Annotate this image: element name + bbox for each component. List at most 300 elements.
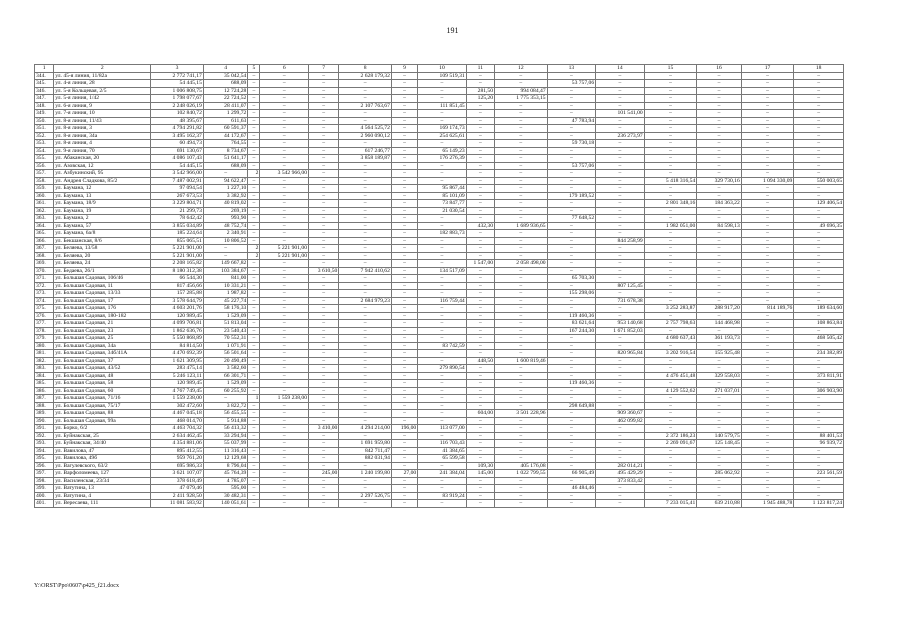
table-cell: 4 086 107,43: [151, 155, 204, 163]
table-cell: 113 077,00: [418, 425, 467, 433]
table-cell: 4 476 451,48: [644, 372, 697, 380]
table-cell: ул. Большая Садовая, 60: [54, 387, 151, 395]
table-cell: 2: [248, 245, 260, 253]
table-cell: –: [248, 425, 260, 433]
table-row: [35, 147, 844, 155]
table-cell: –: [260, 440, 309, 448]
table-cell: –: [741, 417, 794, 425]
table-cell: –: [391, 335, 417, 343]
table-cell: 814 189,76: [741, 305, 794, 313]
table-cell: 617 246,77: [339, 147, 392, 155]
table-cell: 370.: [35, 267, 54, 275]
table-cell: 51 641,17: [203, 155, 247, 163]
table-cell: –: [644, 290, 697, 298]
table-cell: –: [260, 342, 309, 350]
table-cell: –: [339, 342, 392, 350]
table-cell: 73 847,77: [418, 200, 467, 208]
table-cell: –: [248, 162, 260, 170]
table-cell: –: [203, 170, 247, 178]
table-cell: –: [391, 252, 417, 260]
table-cell: ул. Беляева, 20: [54, 252, 151, 260]
table-cell: –: [339, 252, 392, 260]
table-cell: 2 340,91: [203, 230, 247, 238]
table-row: [35, 125, 844, 133]
table-cell: –: [391, 132, 417, 140]
table-cell: –: [309, 305, 339, 313]
table-cell: –: [418, 140, 467, 148]
table-cell: 1 600 819,46: [495, 357, 548, 365]
table-cell: –: [260, 372, 309, 380]
table-cell: –: [248, 222, 260, 230]
table-cell: –: [495, 417, 548, 425]
table-cell: –: [644, 357, 697, 365]
table-row: [35, 252, 844, 260]
table-cell: –: [391, 455, 417, 463]
table-cell: –: [495, 72, 548, 80]
table-cell: –: [596, 440, 645, 448]
table-cell: –: [547, 395, 596, 403]
table-cell: –: [339, 335, 392, 343]
table-cell: –: [260, 87, 309, 95]
table-cell: ул. Баумана, 12: [54, 185, 151, 193]
table-cell: –: [248, 140, 260, 148]
table-cell: 78 642,42: [151, 215, 204, 223]
table-cell: –: [418, 327, 467, 335]
table-cell: 393.: [35, 440, 54, 448]
table-cell: –: [495, 207, 548, 215]
table-cell: –: [418, 410, 467, 418]
table-cell: –: [596, 395, 645, 403]
table-cell: –: [418, 252, 467, 260]
table-row: [35, 87, 844, 95]
table-cell: –: [466, 237, 494, 245]
table-cell: –: [248, 200, 260, 208]
table-cell: –: [466, 170, 494, 178]
table-cell: –: [309, 492, 339, 500]
table-cell: –: [309, 80, 339, 88]
table-cell: 267 673,53: [151, 192, 204, 200]
table-cell: –: [495, 387, 548, 395]
table-cell: –: [547, 500, 596, 508]
table-cell: –: [391, 395, 417, 403]
table-cell: –: [339, 110, 392, 118]
table-cell: –: [309, 170, 339, 178]
table-cell: –: [495, 440, 548, 448]
table-cell: –: [248, 485, 260, 493]
table-cell: 959 761,20: [151, 455, 204, 463]
column-number-cell: 18: [794, 65, 844, 73]
table-cell: –: [697, 282, 741, 290]
table-cell: –: [697, 402, 741, 410]
table-cell: –: [248, 297, 260, 305]
table-cell: –: [309, 455, 339, 463]
table-cell: –: [794, 342, 844, 350]
table-cell: 94 622,47: [203, 177, 247, 185]
table-cell: –: [248, 230, 260, 238]
table-cell: –: [547, 230, 596, 238]
table-cell: –: [391, 177, 417, 185]
table-cell: 3 252 283,87: [644, 305, 697, 313]
table-cell: 1 671 852,03: [596, 327, 645, 335]
table-cell: –: [547, 125, 596, 133]
table-cell: –: [309, 192, 339, 200]
table-cell: ул. 6-я линия, 9: [54, 102, 151, 110]
table-cell: –: [466, 245, 494, 253]
table-cell: –: [697, 207, 741, 215]
table-cell: –: [697, 110, 741, 118]
table-cell: –: [466, 185, 494, 193]
table-cell: 373 833,42: [596, 477, 645, 485]
table-cell: 4 603 201,76: [151, 305, 204, 313]
table-cell: –: [495, 170, 548, 178]
table-cell: –: [248, 410, 260, 418]
table-cell: –: [466, 290, 494, 298]
table-cell: –: [794, 237, 844, 245]
table-cell: 382.: [35, 357, 54, 365]
table-cell: 11 081 583,92: [151, 500, 204, 508]
table-row: [35, 470, 844, 478]
table-cell: –: [596, 312, 645, 320]
table-cell: –: [248, 462, 260, 470]
table-row: [35, 320, 844, 328]
table-cell: –: [466, 492, 494, 500]
table-cell: –: [309, 395, 339, 403]
table-cell: 65 149,23: [418, 147, 467, 155]
table-cell: –: [697, 125, 741, 133]
table-cell: –: [495, 455, 548, 463]
table-cell: –: [248, 102, 260, 110]
table-cell: –: [596, 432, 645, 440]
table-cell: –: [741, 342, 794, 350]
table-cell: 361.: [35, 200, 54, 208]
table-cell: –: [644, 447, 697, 455]
table-cell: 688,09: [203, 162, 247, 170]
table-cell: –: [697, 80, 741, 88]
table-cell: 46 484,46: [547, 485, 596, 493]
table-cell: 27,00: [391, 470, 417, 478]
table-row: [35, 350, 844, 358]
table-cell: –: [466, 200, 494, 208]
table-cell: 1 022 799,55: [495, 470, 548, 478]
table-cell: –: [466, 215, 494, 223]
table-cell: 383.: [35, 365, 54, 373]
table-cell: 47 783,94: [547, 117, 596, 125]
table-cell: –: [260, 402, 309, 410]
table-cell: –: [794, 72, 844, 80]
table-cell: 179 189,52: [547, 192, 596, 200]
table-cell: –: [644, 155, 697, 163]
table-cell: –: [391, 245, 417, 253]
table-cell: 1 689 936,65: [495, 222, 548, 230]
table-cell: –: [697, 267, 741, 275]
table-cell: –: [391, 237, 417, 245]
table-cell: –: [794, 192, 844, 200]
table-cell: 387.: [35, 395, 54, 403]
table-cell: –: [596, 207, 645, 215]
address-cost-table: [34, 64, 844, 508]
table-cell: –: [794, 162, 844, 170]
table-cell: –: [741, 320, 794, 328]
table-cell: 84 598,13: [697, 222, 741, 230]
table-cell: ул. 8-я линия, 11/43: [54, 117, 151, 125]
table-cell: –: [309, 282, 339, 290]
table-cell: 347.: [35, 95, 54, 103]
table-cell: –: [466, 297, 494, 305]
table-cell: –: [596, 372, 645, 380]
table-row: [35, 492, 844, 500]
table-row: [35, 200, 844, 208]
table-cell: 390.: [35, 417, 54, 425]
table-row: [35, 327, 844, 335]
table-cell: –: [466, 342, 494, 350]
table-cell: –: [466, 282, 494, 290]
table-cell: –: [644, 192, 697, 200]
table-cell: 49 696,35: [794, 222, 844, 230]
table-cell: 448,50: [466, 357, 494, 365]
table-cell: –: [391, 485, 417, 493]
table-cell: –: [495, 147, 548, 155]
table-cell: –: [391, 192, 417, 200]
table-cell: 462 099,82: [596, 417, 645, 425]
table-row: [35, 477, 844, 485]
table-cell: –: [495, 237, 548, 245]
table-cell: 45 227,74: [203, 297, 247, 305]
table-cell: 83 621,64: [547, 320, 596, 328]
table-cell: –: [418, 312, 467, 320]
table-cell: –: [248, 342, 260, 350]
table-cell: –: [644, 470, 697, 478]
table-cell: –: [644, 425, 697, 433]
table-cell: ул. Баумана, 6а/8: [54, 230, 151, 238]
table-cell: 362.: [35, 207, 54, 215]
table-cell: –: [547, 267, 596, 275]
table-cell: –: [260, 380, 309, 388]
table-cell: 85 101,09: [418, 192, 467, 200]
table-cell: 41 384,65: [418, 447, 467, 455]
column-number-cell: 8: [339, 65, 392, 73]
table-cell: 279 890,54: [418, 365, 467, 373]
table-cell: –: [309, 162, 339, 170]
table-cell: 2: [248, 252, 260, 260]
table-cell: 66 301,71: [203, 372, 247, 380]
table-cell: 398.: [35, 477, 54, 485]
table-cell: –: [309, 335, 339, 343]
table-cell: –: [495, 492, 548, 500]
table-cell: –: [391, 342, 417, 350]
table-cell: –: [391, 125, 417, 133]
table-cell: –: [418, 485, 467, 493]
table-cell: –: [466, 327, 494, 335]
table-cell: –: [547, 177, 596, 185]
table-cell: –: [596, 402, 645, 410]
table-cell: –: [248, 447, 260, 455]
table-cell: –: [697, 297, 741, 305]
table-cell: 369.: [35, 260, 54, 268]
table-cell: 2 269 091,67: [644, 440, 697, 448]
table-cell: –: [260, 102, 309, 110]
table-cell: –: [248, 350, 260, 358]
table-cell: –: [495, 132, 548, 140]
table-cell: –: [339, 177, 392, 185]
table-cell: –: [309, 102, 339, 110]
table-cell: ул. Большая Садовая, 34а: [54, 342, 151, 350]
table-cell: 157 285,88: [151, 290, 204, 298]
table-cell: –: [260, 200, 309, 208]
table-cell: –: [466, 365, 494, 373]
table-cell: –: [466, 125, 494, 133]
table-cell: 353.: [35, 140, 54, 148]
table-cell: ул. Вавилова, 49б: [54, 455, 151, 463]
table-cell: 5 550 868,89: [151, 335, 204, 343]
table-cell: 360.: [35, 192, 54, 200]
table-row: [35, 395, 844, 403]
table-cell: –: [596, 222, 645, 230]
table-cell: 33 294,94: [203, 432, 247, 440]
table-cell: –: [309, 320, 339, 328]
table-cell: –: [339, 215, 392, 223]
table-cell: –: [697, 95, 741, 103]
table-cell: ул. Большая Садовая, 25: [54, 335, 151, 343]
table-cell: –: [794, 447, 844, 455]
table-cell: –: [391, 215, 417, 223]
table-cell: –: [547, 365, 596, 373]
table-cell: –: [495, 252, 548, 260]
table-cell: –: [339, 140, 392, 148]
table-cell: –: [260, 125, 309, 133]
table-cell: –: [495, 350, 548, 358]
table-cell: –: [495, 140, 548, 148]
column-number-cell: 7: [309, 65, 339, 73]
table-cell: –: [596, 267, 645, 275]
table-cell: 882 031,94: [339, 455, 392, 463]
table-cell: 399.: [35, 485, 54, 493]
table-cell: ул. Большая Садовая, 21: [54, 320, 151, 328]
table-cell: 103 384,67: [203, 267, 247, 275]
table-cell: –: [547, 237, 596, 245]
table-row: [35, 500, 844, 508]
table-cell: 639 210,88: [697, 500, 741, 508]
table-cell: 59 730,18: [547, 140, 596, 148]
table-cell: –: [644, 140, 697, 148]
table-cell: ул. Азбукинский, 95: [54, 170, 151, 178]
table-cell: –: [741, 185, 794, 193]
table-cell: –: [339, 477, 392, 485]
table-cell: –: [596, 365, 645, 373]
table-cell: –: [466, 440, 494, 448]
table-cell: 3 855 034,89: [151, 222, 204, 230]
table-cell: –: [391, 447, 417, 455]
table-cell: 354.: [35, 147, 54, 155]
table-cell: –: [339, 185, 392, 193]
table-cell: –: [391, 372, 417, 380]
table-cell: –: [309, 372, 339, 380]
table-row: [35, 215, 844, 223]
table-cell: 7 942 410,62: [339, 267, 392, 275]
table-cell: 3 858 189,87: [339, 155, 392, 163]
table-cell: –: [794, 132, 844, 140]
table-cell: –: [547, 455, 596, 463]
table-cell: ул. Большая Садовая, 99а: [54, 417, 151, 425]
table-cell: 604,00: [466, 410, 494, 418]
table-cell: –: [644, 410, 697, 418]
table-cell: –: [248, 455, 260, 463]
table-row: [35, 132, 844, 140]
table-cell: ул. Большая Садовая, 48: [54, 372, 151, 380]
table-cell: 344.: [35, 72, 54, 80]
column-number-cell: 6: [260, 65, 309, 73]
table-cell: –: [203, 395, 247, 403]
table-cell: –: [794, 402, 844, 410]
table-cell: –: [644, 102, 697, 110]
table-cell: –: [391, 230, 417, 238]
table-cell: –: [309, 387, 339, 395]
table-cell: 1 775 353,15: [495, 95, 548, 103]
table-cell: –: [697, 87, 741, 95]
table-cell: 2 411 928,50: [151, 492, 204, 500]
table-cell: –: [309, 357, 339, 365]
table-cell: –: [644, 230, 697, 238]
table-cell: ул. Баумана, 57: [54, 222, 151, 230]
table-cell: 48 752,74: [203, 222, 247, 230]
table-cell: –: [418, 387, 467, 395]
table-cell: –: [248, 110, 260, 118]
table-cell: –: [596, 260, 645, 268]
table-cell: –: [741, 192, 794, 200]
table-cell: –: [794, 312, 844, 320]
table-cell: 134 517,09: [418, 267, 467, 275]
table-cell: –: [339, 320, 392, 328]
table-cell: –: [391, 305, 417, 313]
table-cell: ул. Большая Садовая, 88: [54, 410, 151, 418]
table-cell: –: [248, 440, 260, 448]
table-cell: 5 246 123,11: [151, 372, 204, 380]
table-cell: –: [547, 207, 596, 215]
table-cell: –: [741, 215, 794, 223]
table-cell: –: [547, 417, 596, 425]
table-cell: 109 519,31: [418, 72, 467, 80]
table-cell: –: [741, 200, 794, 208]
table-cell: –: [260, 462, 309, 470]
table-cell: 102 840,72: [151, 110, 204, 118]
table-cell: ул. Вагулевского, 63/2: [54, 462, 151, 470]
table-cell: –: [466, 425, 494, 433]
table-cell: 55 037,99: [203, 440, 247, 448]
table-cell: –: [547, 185, 596, 193]
table-cell: –: [495, 372, 548, 380]
table-cell: 83 919,24: [418, 492, 467, 500]
table-cell: 241 384,04: [418, 470, 467, 478]
table-cell: –: [644, 402, 697, 410]
table-cell: 376.: [35, 312, 54, 320]
table-cell: 329 558,03: [697, 372, 741, 380]
table-cell: –: [495, 402, 548, 410]
table-row: [35, 275, 844, 283]
table-cell: –: [644, 132, 697, 140]
table-cell: –: [596, 290, 645, 298]
table-cell: –: [596, 357, 645, 365]
table-cell: 3 582,60: [203, 365, 247, 373]
table-cell: –: [248, 132, 260, 140]
table-row: [35, 440, 844, 448]
table-cell: –: [203, 252, 247, 260]
table-cell: –: [697, 147, 741, 155]
table-cell: 1 559 238,00: [151, 395, 204, 403]
table-cell: 28 411,07: [203, 102, 247, 110]
table-cell: –: [203, 245, 247, 253]
table-cell: –: [794, 365, 844, 373]
table-cell: 373.: [35, 290, 54, 298]
table-row: [35, 155, 844, 163]
